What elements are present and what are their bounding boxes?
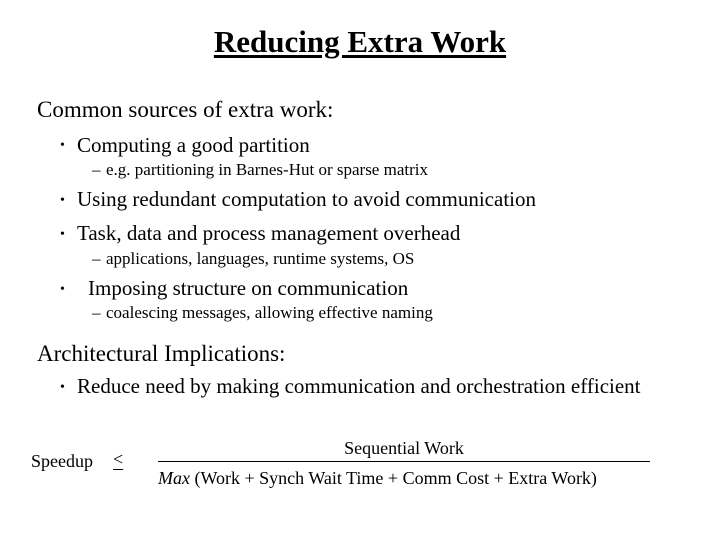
sub-item-coalescing-messages: coalescing messages, allowing effective naming (106, 303, 433, 322)
section-heading-architectural-implications: Architectural Implications: (37, 341, 286, 366)
list-item-imposing-structure: Imposing structure on communication (88, 276, 409, 300)
dash-icon: – (92, 160, 101, 179)
bullet-icon: • (60, 282, 65, 297)
formula-less-equal-icon: < (113, 449, 124, 469)
bullet-icon: • (60, 380, 65, 395)
formula-denominator (158, 468, 597, 489)
sub-item-partitioning-example: e.g. partitioning in Barnes-Hut or sparse matrix (106, 160, 428, 179)
sub-item-overhead-sources: applications, languages, runtime systems, OS (106, 249, 415, 268)
formula-lhs-speedup: Speedup (31, 451, 93, 471)
formula-numerator: Sequential Work (344, 438, 464, 458)
formula-denominator-terms: (Work + Synch Wait Time + Comm Cost + Extra Work) (189, 468, 597, 488)
slide-title: Reducing Extra Work (213, 24, 507, 59)
list-item-computing-partition: Computing a good partition (77, 133, 310, 157)
section-heading-common-sources: Common sources of extra work: (37, 97, 334, 122)
formula-max-function: Max (158, 468, 190, 488)
bullet-icon: • (60, 138, 65, 153)
list-item-management-overhead: Task, data and process management overhead (77, 221, 461, 245)
bullet-icon: • (60, 227, 65, 242)
list-item-reduce-need: Reduce need by making communication and orchestration efficient (77, 374, 641, 398)
dash-icon: – (92, 303, 101, 322)
list-item-redundant-computation: Using redundant computation to avoid communication (77, 187, 536, 211)
fraction-bar (158, 461, 650, 462)
bullet-icon: • (60, 193, 65, 208)
dash-icon: – (92, 249, 101, 268)
